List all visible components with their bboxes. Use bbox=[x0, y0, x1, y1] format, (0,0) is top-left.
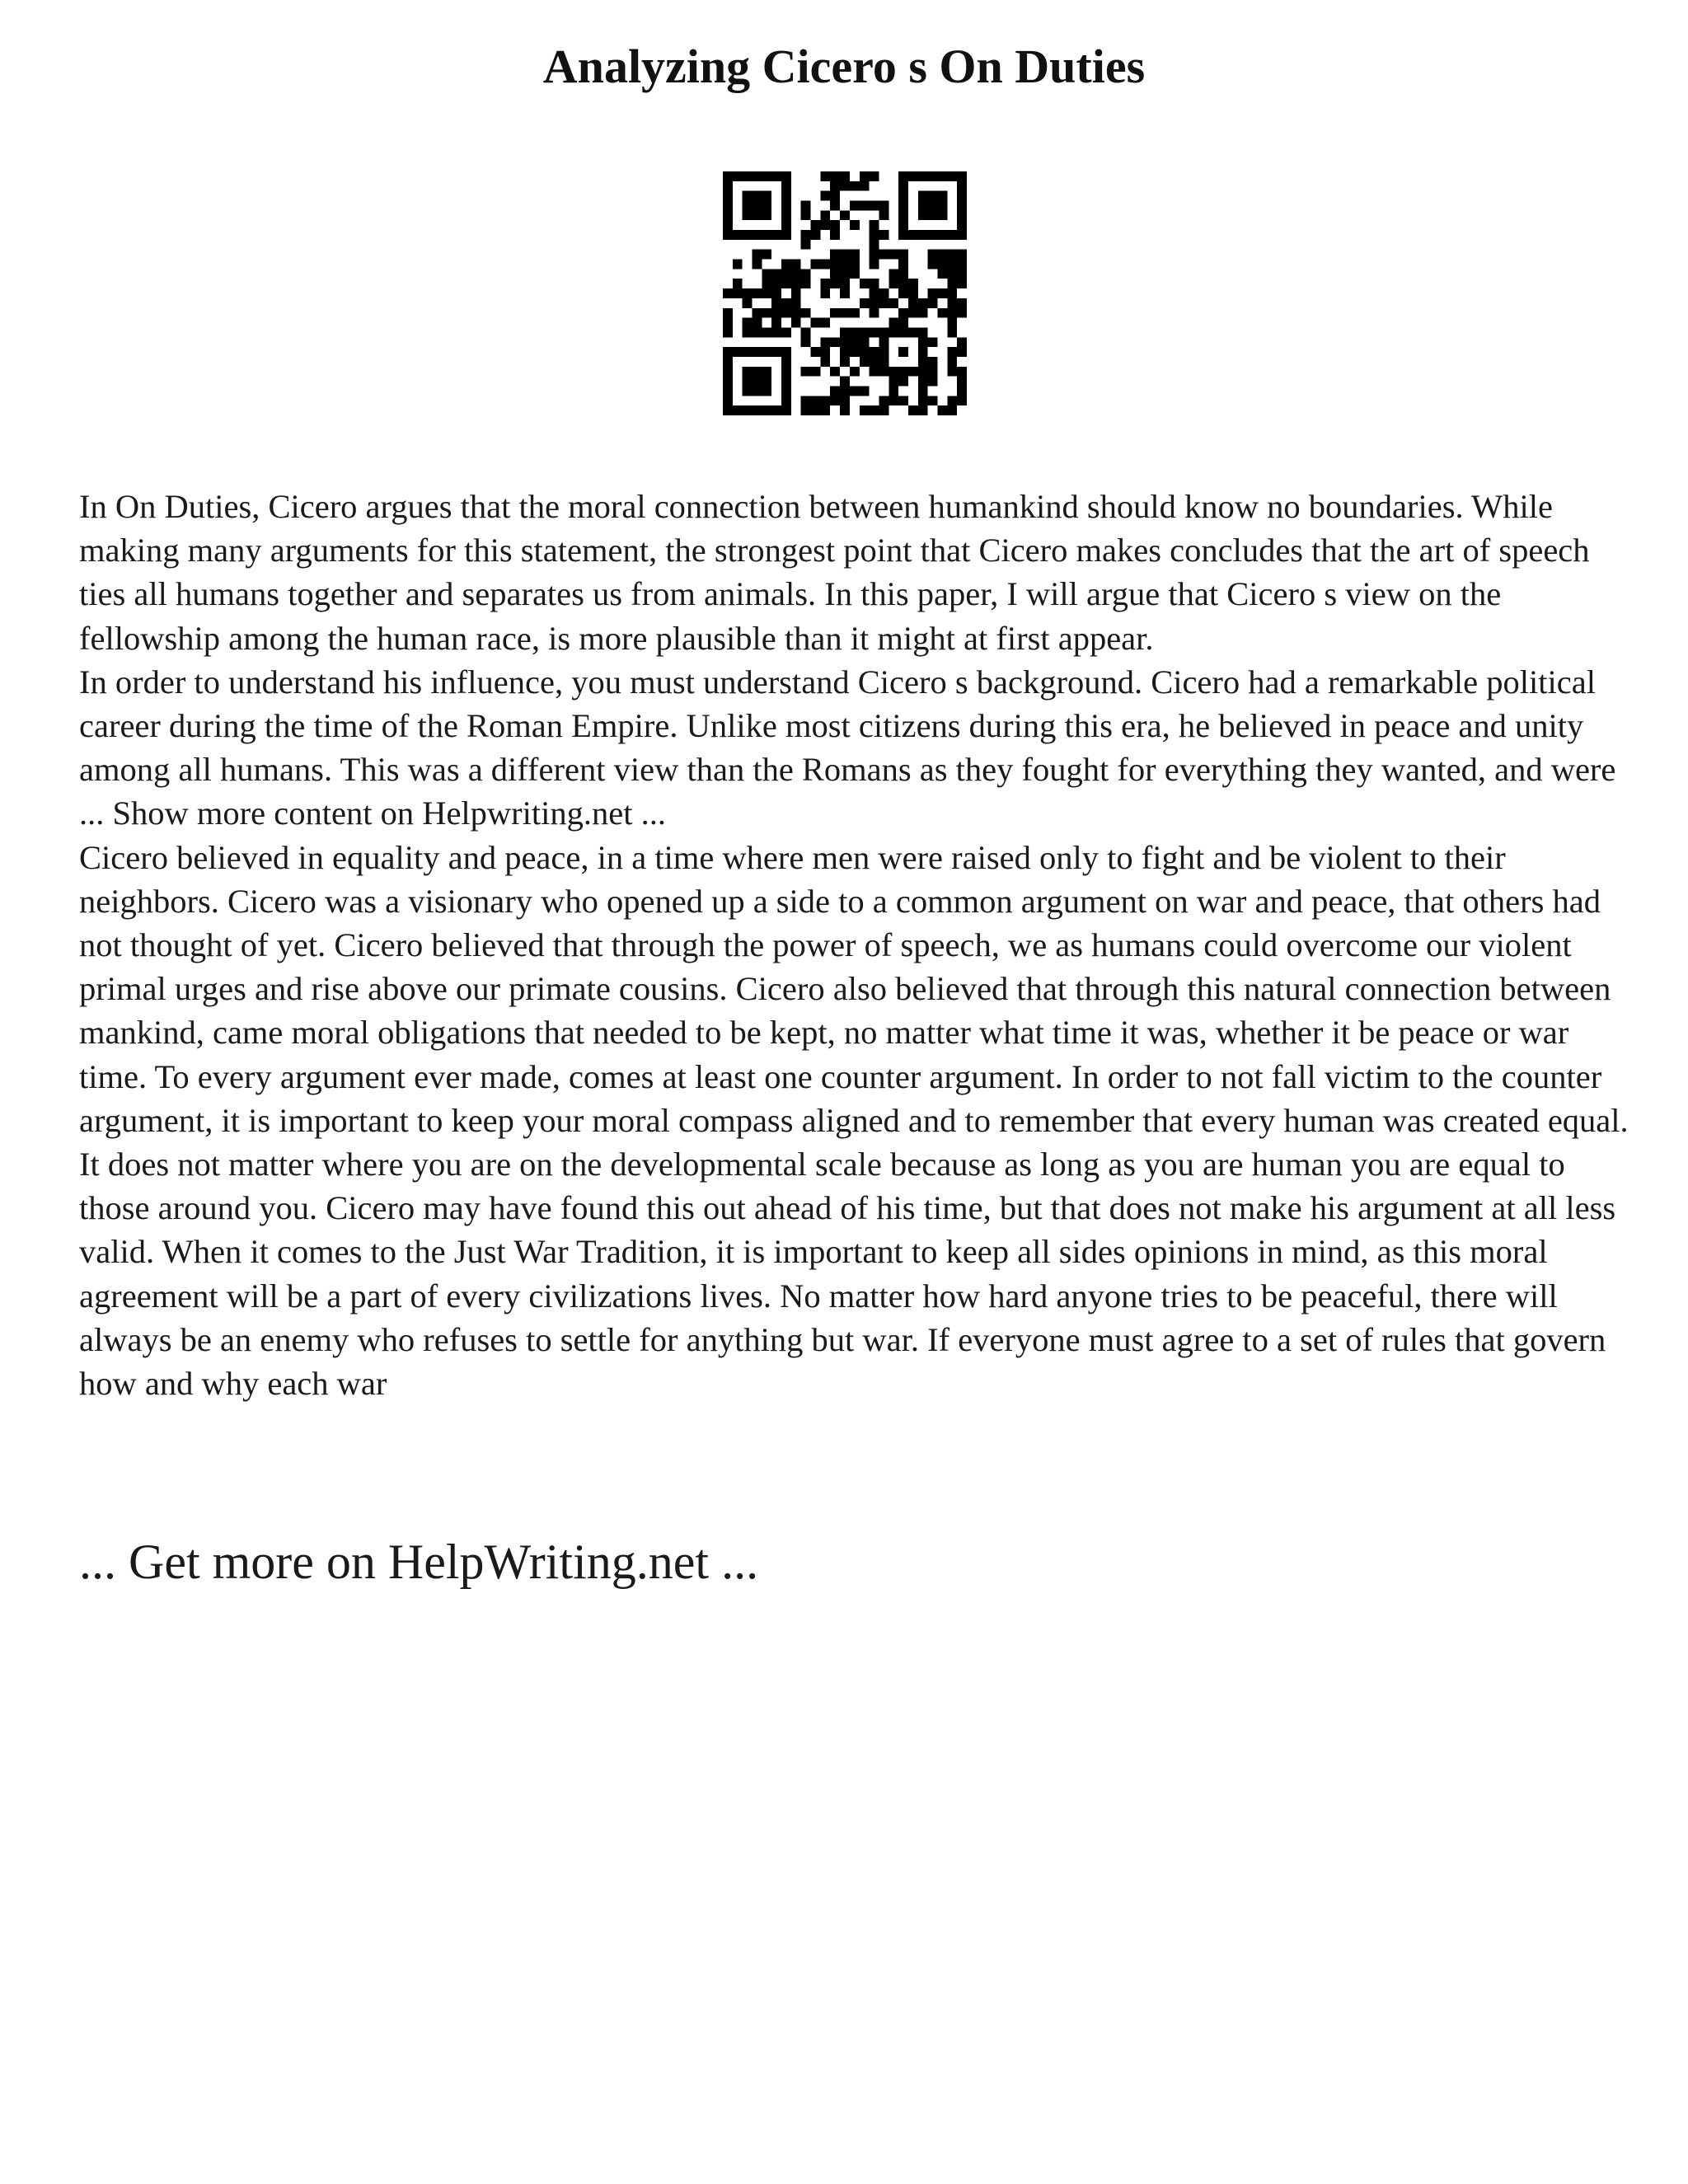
qr-code-icon bbox=[723, 171, 967, 415]
paragraph-argument: Cicero believed in equality and peace, in a time where men were raised only to fight and be violent to their neighbors. Cicero was a visionary who opened up a side to a common argument on war and peace, that others had not thought of yet. Cicero believed that through the power of speech, we as humans could overcome our violent primal urges and rise above our primate cousins. Cicero also believed that through this natural connection between mankind, came moral obligations that needed to be kept, no matter what time it was, whether it be peace or war time. To every argument ever made, comes at least one counter argument. In order to not fall victim to the counter argument, it is important to keep your moral compass aligned and to remember that every human was created equal. It does not matter where you are on the developmental scale because as long as you are human you are equal to those around you. Cicero may have found this out ahead of his time, but that does not make his argument at all less valid. When it comes to the Just War Tradition, it is important to keep all sides opinions in mind, as this moral agreement will be a part of every civilizations lives. No matter how hard anyone tries to be peaceful, there will always be an enemy who refuses to settle for anything but war. If everyone must agree to a set of rules that govern how and why each war bbox=[79, 838, 1629, 1403]
paragraph-intro: In On Duties, Cicero argues that the moral connection between humankind should know no boundaries. While making many arguments for this statement, the strongest point that Cicero makes concludes that the art of speech ties all humans together and separates us from animals. In this paper, I will argue that Cicero s view on the fellowship among the human race, is more plausible than it might at first appear. bbox=[79, 488, 1590, 657]
get-more-link[interactable]: ... Get more on HelpWriting.net ... bbox=[79, 1535, 759, 1589]
page-title: Analyzing Cicero s On Duties bbox=[542, 40, 1146, 93]
article-body bbox=[79, 485, 1629, 1405]
paragraph-background: In order to understand his influence, you must understand Cicero s background. Cicero had a remarkable political career during the time of the Roman Empire. Unlike most citizens during this era, he believed in peace and unity among all humans. This was a different view than the Romans as they fought for everything they wanted, and were ... Show more content on Helpwriting.net ... bbox=[79, 663, 1616, 832]
